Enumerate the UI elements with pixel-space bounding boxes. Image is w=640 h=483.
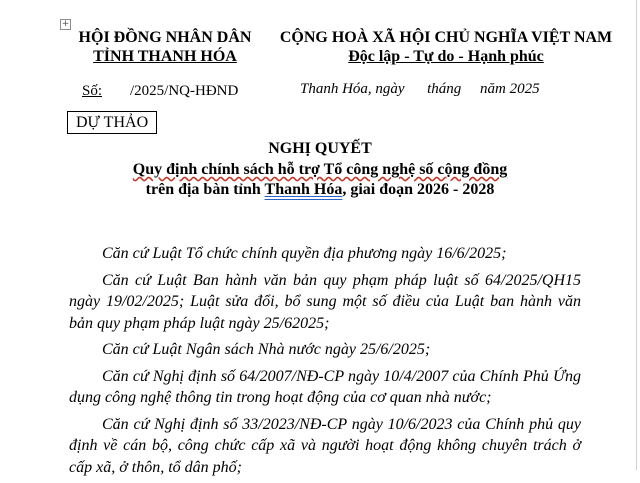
subtitle-line-2 bbox=[0, 180, 640, 200]
draft-badge: DỰ THẢO bbox=[67, 111, 157, 134]
document-title: NGHỊ QUYẾT bbox=[268, 140, 372, 157]
legal-basis-body bbox=[69, 243, 581, 483]
subtitle-line-2-a: trên địa bàn tỉnh bbox=[145, 181, 265, 198]
motto-line: Độc lập - Tự do - Hạnh phúc bbox=[348, 48, 544, 65]
subtitle-line-2-c: , giai đoạn 2026 - 2028 bbox=[342, 181, 495, 198]
document-number bbox=[82, 83, 238, 100]
page-edge bbox=[636, 0, 637, 470]
document-number-value: /2025/NQ-HĐND bbox=[130, 83, 239, 99]
authority-line-1: HỘI ĐỒNG NHÂN DÂN bbox=[78, 29, 252, 46]
date-line: Thanh Hóa, ngày tháng năm 2025 bbox=[300, 81, 540, 97]
authority-line-2: TỈNH THANH HÓA bbox=[93, 48, 237, 65]
document-number-label: Số: bbox=[82, 83, 103, 99]
subtitle-line-1: Quy định chính sách hỗ trợ Tổ công nghệ số cộng đồng bbox=[132, 161, 508, 178]
issuing-authority bbox=[70, 28, 260, 66]
legal-basis-paragraph: Căn cứ Luật Tổ chức chính quyền địa phương ngày 16/6/2025; bbox=[102, 245, 507, 262]
legal-basis-paragraph: Căn cứ Luật Ban hành văn bản quy phạm pháp luật số 64/2025/QH15 ngày 19/02/2025; Luật sửa đổi, bổ sung một số điều của Luật ban hành văn bản quy phạm pháp luật ngày 25/62025; bbox=[69, 271, 581, 332]
legal-basis-paragraph: Căn cứ Luật Ngân sách Nhà nước ngày 25/6/2025; bbox=[102, 341, 431, 358]
legal-basis-paragraph: Căn cứ Nghị định số 33/2023/NĐ-CP ngày 10/6/2023 của Chính phủ quy định về cán bộ, công chức cấp xã và người hoạt động không chuyên trách ở cấp xã, ở thôn, tổ dân phố; bbox=[69, 415, 581, 476]
legal-basis-paragraph: Căn cứ Nghị định số 64/2007/NĐ-CP ngày 10/4/2007 của Chính Phủ Ứng dụng công nghệ thông tin trong hoạt động của cơ quan nhà nước; bbox=[69, 367, 581, 406]
country-name: CỘNG HOÀ XÃ HỘI CHỦ NGHĨA VIỆT NAM bbox=[279, 29, 613, 46]
document-subtitle bbox=[0, 160, 640, 200]
table-move-handle-icon[interactable]: + bbox=[61, 19, 70, 29]
national-motto bbox=[268, 28, 624, 66]
subtitle-line-2-b: Thanh Hóa bbox=[264, 181, 343, 198]
